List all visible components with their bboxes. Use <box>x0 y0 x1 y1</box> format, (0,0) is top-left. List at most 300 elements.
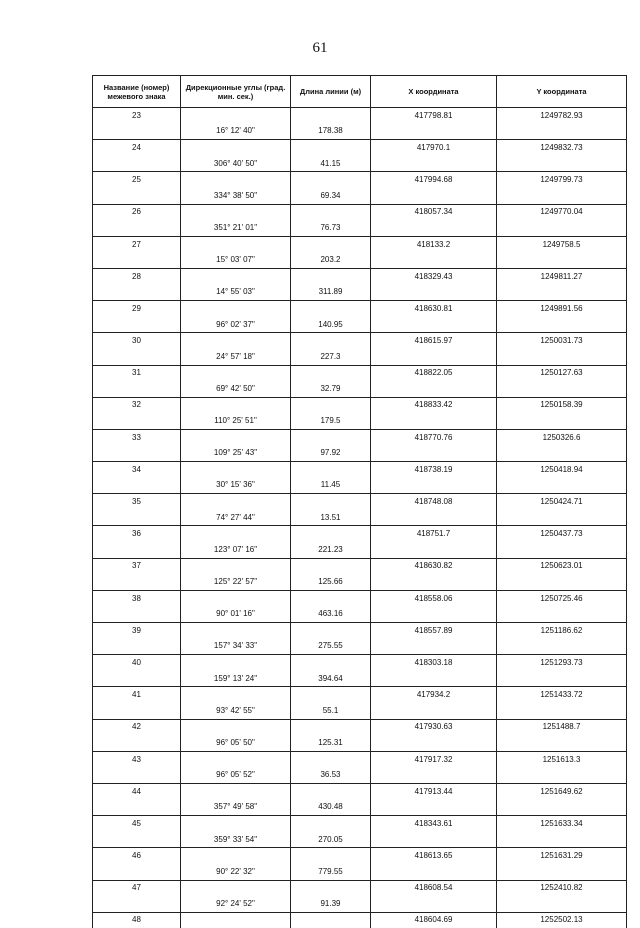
point-name-cell: 48 <box>93 912 181 928</box>
y-coordinate-cell: 1249891.56 <box>497 301 627 317</box>
segment-row <box>93 767 627 783</box>
x-coordinate-cell: 418343.61 <box>371 816 497 832</box>
empty-cell <box>371 639 497 655</box>
direction-angle-cell: 306° 40' 50" <box>181 156 291 172</box>
point-row <box>93 558 627 574</box>
y-coordinate-cell: 1250437.73 <box>497 526 627 542</box>
segment-row <box>93 574 627 590</box>
point-row <box>93 912 627 928</box>
segment-row <box>93 735 627 751</box>
empty-cell <box>371 800 497 816</box>
point-row <box>93 333 627 349</box>
y-coordinate-cell: 1249832.73 <box>497 140 627 156</box>
y-coordinate-cell: 1250127.63 <box>497 365 627 381</box>
x-coordinate-cell: 418604.69 <box>371 912 497 928</box>
x-coordinate-cell: 417970.1 <box>371 140 497 156</box>
point-row <box>93 494 627 510</box>
empty-cell <box>371 671 497 687</box>
x-coordinate-cell: 418329.43 <box>371 268 497 284</box>
empty-cell <box>497 832 627 848</box>
empty-cell <box>497 349 627 365</box>
line-length-cell: 178.38 <box>291 124 371 140</box>
empty-cell <box>291 333 371 349</box>
empty-cell <box>371 767 497 783</box>
empty-cell <box>93 574 181 590</box>
line-length-cell: 311.89 <box>291 285 371 301</box>
point-row <box>93 462 627 478</box>
empty-cell <box>181 236 291 252</box>
y-coordinate-cell: 1252502.13 <box>497 912 627 928</box>
empty-cell <box>497 896 627 912</box>
direction-angle-cell: 24° 57' 18" <box>181 349 291 365</box>
line-length-cell: 270.05 <box>291 832 371 848</box>
point-row <box>93 655 627 671</box>
y-coordinate-cell: 1250031.73 <box>497 333 627 349</box>
point-row <box>93 172 627 188</box>
empty-cell <box>181 365 291 381</box>
point-name-cell: 38 <box>93 590 181 606</box>
empty-cell <box>93 413 181 429</box>
empty-cell <box>497 188 627 204</box>
point-row <box>93 204 627 220</box>
direction-angle-cell: 96° 05' 50" <box>181 735 291 751</box>
empty-cell <box>181 880 291 896</box>
y-coordinate-cell: 1250424.71 <box>497 494 627 510</box>
empty-cell <box>181 590 291 606</box>
point-row <box>93 848 627 864</box>
point-row <box>93 301 627 317</box>
empty-cell <box>181 751 291 767</box>
empty-cell <box>93 735 181 751</box>
y-coordinate-cell: 1249770.04 <box>497 204 627 220</box>
empty-cell <box>497 574 627 590</box>
line-length-cell: 463.16 <box>291 606 371 622</box>
empty-cell <box>181 172 291 188</box>
point-name-cell: 33 <box>93 429 181 445</box>
empty-cell <box>291 816 371 832</box>
empty-cell <box>93 639 181 655</box>
empty-cell <box>371 124 497 140</box>
header-line-length: Длина линии (м) <box>291 76 371 108</box>
point-name-cell: 31 <box>93 365 181 381</box>
x-coordinate-cell: 418738.19 <box>371 462 497 478</box>
point-row <box>93 236 627 252</box>
segment-row <box>93 252 627 268</box>
empty-cell <box>181 526 291 542</box>
point-name-cell: 26 <box>93 204 181 220</box>
point-name-cell: 44 <box>93 783 181 799</box>
x-coordinate-cell: 418748.08 <box>371 494 497 510</box>
empty-cell <box>371 317 497 333</box>
y-coordinate-cell: 1250623.01 <box>497 558 627 574</box>
empty-cell <box>291 623 371 639</box>
empty-cell <box>497 317 627 333</box>
direction-angle-cell: 74° 27' 44" <box>181 510 291 526</box>
empty-cell <box>291 558 371 574</box>
empty-cell <box>93 606 181 622</box>
x-coordinate-cell: 418608.54 <box>371 880 497 896</box>
x-coordinate-cell: 418057.34 <box>371 204 497 220</box>
empty-cell <box>181 816 291 832</box>
empty-cell <box>291 301 371 317</box>
empty-cell <box>181 333 291 349</box>
empty-cell <box>371 574 497 590</box>
direction-angle-cell: 90° 01' 16" <box>181 606 291 622</box>
empty-cell <box>93 156 181 172</box>
y-coordinate-cell: 1250326.6 <box>497 429 627 445</box>
empty-cell <box>291 204 371 220</box>
segment-row <box>93 703 627 719</box>
empty-cell <box>371 896 497 912</box>
empty-cell <box>93 124 181 140</box>
direction-angle-cell: 96° 05' 52" <box>181 767 291 783</box>
line-length-cell: 203.2 <box>291 252 371 268</box>
line-length-cell: 55.1 <box>291 703 371 719</box>
empty-cell <box>93 381 181 397</box>
empty-cell <box>291 848 371 864</box>
point-row <box>93 687 627 703</box>
empty-cell <box>371 735 497 751</box>
empty-cell <box>291 236 371 252</box>
x-coordinate-cell: 417994.68 <box>371 172 497 188</box>
empty-cell <box>181 268 291 284</box>
direction-angle-cell: 15° 03' 07" <box>181 252 291 268</box>
empty-cell <box>93 445 181 461</box>
point-row <box>93 880 627 896</box>
header-y-coordinate: Y координата <box>497 76 627 108</box>
empty-cell <box>371 445 497 461</box>
line-length-cell: 11.45 <box>291 478 371 494</box>
empty-cell <box>291 397 371 413</box>
empty-cell <box>93 188 181 204</box>
point-name-cell: 32 <box>93 397 181 413</box>
empty-cell <box>181 140 291 156</box>
empty-cell <box>181 558 291 574</box>
empty-cell <box>93 896 181 912</box>
y-coordinate-cell: 1251433.72 <box>497 687 627 703</box>
empty-cell <box>371 864 497 880</box>
empty-cell <box>497 800 627 816</box>
y-coordinate-cell: 1249758.5 <box>497 236 627 252</box>
y-coordinate-cell: 1251649.62 <box>497 783 627 799</box>
direction-angle-cell: 357° 49' 58" <box>181 800 291 816</box>
segment-row <box>93 220 627 236</box>
direction-angle-cell: 96° 02' 37" <box>181 317 291 333</box>
x-coordinate-cell: 418770.76 <box>371 429 497 445</box>
empty-cell <box>497 285 627 301</box>
line-length-cell: 227.3 <box>291 349 371 365</box>
segment-row <box>93 285 627 301</box>
empty-cell <box>497 510 627 526</box>
y-coordinate-cell: 1249782.93 <box>497 108 627 124</box>
point-name-cell: 23 <box>93 108 181 124</box>
segment-row <box>93 124 627 140</box>
direction-angle-cell: 123° 07' 16" <box>181 542 291 558</box>
line-length-cell: 36.53 <box>291 767 371 783</box>
boundary-coordinates-table <box>92 75 627 928</box>
y-coordinate-cell: 1251633.34 <box>497 816 627 832</box>
empty-cell <box>371 220 497 236</box>
direction-angle-cell: 110° 25' 51" <box>181 413 291 429</box>
direction-angle-cell: 93° 42' 55" <box>181 703 291 719</box>
point-name-cell: 40 <box>93 655 181 671</box>
empty-cell <box>371 381 497 397</box>
header-point-name: Название (номер) межевого знака <box>93 76 181 108</box>
empty-cell <box>93 349 181 365</box>
direction-angle-cell: 157° 34' 33" <box>181 639 291 655</box>
point-row <box>93 751 627 767</box>
point-name-cell: 25 <box>93 172 181 188</box>
x-coordinate-cell: 418558.06 <box>371 590 497 606</box>
empty-cell <box>497 767 627 783</box>
x-coordinate-cell: 418751.7 <box>371 526 497 542</box>
line-length-cell: 97.92 <box>291 445 371 461</box>
table-body <box>93 108 627 928</box>
line-length-cell: 76.73 <box>291 220 371 236</box>
empty-cell <box>497 156 627 172</box>
point-row <box>93 623 627 639</box>
x-coordinate-cell: 418557.89 <box>371 623 497 639</box>
point-name-cell: 35 <box>93 494 181 510</box>
segment-row <box>93 542 627 558</box>
empty-cell <box>497 445 627 461</box>
line-length-cell: 125.31 <box>291 735 371 751</box>
line-length-cell: 430.48 <box>291 800 371 816</box>
segment-row <box>93 606 627 622</box>
point-name-cell: 34 <box>93 462 181 478</box>
empty-cell <box>291 655 371 671</box>
point-row <box>93 719 627 735</box>
direction-angle-cell: 109° 25' 43" <box>181 445 291 461</box>
direction-angle-cell: 30° 15' 36" <box>181 478 291 494</box>
empty-cell <box>371 510 497 526</box>
empty-cell <box>93 285 181 301</box>
segment-row <box>93 381 627 397</box>
x-coordinate-cell: 418133.2 <box>371 236 497 252</box>
empty-cell <box>93 478 181 494</box>
line-length-cell: 221.23 <box>291 542 371 558</box>
point-name-cell: 43 <box>93 751 181 767</box>
empty-cell <box>497 124 627 140</box>
empty-cell <box>291 687 371 703</box>
empty-cell <box>371 606 497 622</box>
y-coordinate-cell: 1250418.94 <box>497 462 627 478</box>
empty-cell <box>291 365 371 381</box>
y-coordinate-cell: 1252410.82 <box>497 880 627 896</box>
empty-cell <box>291 462 371 478</box>
y-coordinate-cell: 1249799.73 <box>497 172 627 188</box>
x-coordinate-cell: 418630.82 <box>371 558 497 574</box>
point-name-cell: 27 <box>93 236 181 252</box>
empty-cell <box>497 639 627 655</box>
empty-cell <box>497 735 627 751</box>
empty-cell <box>181 204 291 220</box>
empty-cell <box>371 156 497 172</box>
empty-cell <box>291 268 371 284</box>
direction-angle-cell: 125° 22' 57" <box>181 574 291 590</box>
x-coordinate-cell: 417798.81 <box>371 108 497 124</box>
direction-angle-cell: 359° 33' 54" <box>181 832 291 848</box>
empty-cell <box>181 655 291 671</box>
x-coordinate-cell: 417917.32 <box>371 751 497 767</box>
point-row <box>93 397 627 413</box>
segment-row <box>93 832 627 848</box>
x-coordinate-cell: 418303.18 <box>371 655 497 671</box>
point-name-cell: 30 <box>93 333 181 349</box>
y-coordinate-cell: 1251488.7 <box>497 719 627 735</box>
empty-cell <box>93 317 181 333</box>
segment-row <box>93 671 627 687</box>
y-coordinate-cell: 1251293.73 <box>497 655 627 671</box>
empty-cell <box>497 252 627 268</box>
segment-row <box>93 413 627 429</box>
y-coordinate-cell: 1251186.62 <box>497 623 627 639</box>
x-coordinate-cell: 418630.81 <box>371 301 497 317</box>
line-length-cell: 41.15 <box>291 156 371 172</box>
line-length-cell: 275.55 <box>291 639 371 655</box>
line-length-cell: 140.95 <box>291 317 371 333</box>
empty-cell <box>181 848 291 864</box>
x-coordinate-cell: 417930.63 <box>371 719 497 735</box>
point-row <box>93 365 627 381</box>
empty-cell <box>371 703 497 719</box>
segment-row <box>93 317 627 333</box>
point-name-cell: 28 <box>93 268 181 284</box>
x-coordinate-cell: 418833.42 <box>371 397 497 413</box>
empty-cell <box>371 542 497 558</box>
line-length-cell: 125.66 <box>291 574 371 590</box>
empty-cell <box>93 510 181 526</box>
x-coordinate-cell: 418615.97 <box>371 333 497 349</box>
line-length-cell: 32.79 <box>291 381 371 397</box>
empty-cell <box>497 413 627 429</box>
point-name-cell: 37 <box>93 558 181 574</box>
direction-angle-cell: 334° 38' 50" <box>181 188 291 204</box>
empty-cell <box>291 140 371 156</box>
point-name-cell: 24 <box>93 140 181 156</box>
header-x-coordinate: X координата <box>371 76 497 108</box>
line-length-cell: 179.5 <box>291 413 371 429</box>
point-row <box>93 268 627 284</box>
empty-cell <box>181 783 291 799</box>
empty-cell <box>93 220 181 236</box>
direction-angle-cell: 90° 22' 32" <box>181 864 291 880</box>
empty-cell <box>371 413 497 429</box>
empty-cell <box>181 429 291 445</box>
point-name-cell: 29 <box>93 301 181 317</box>
y-coordinate-cell: 1250725.46 <box>497 590 627 606</box>
point-row <box>93 783 627 799</box>
empty-cell <box>371 252 497 268</box>
empty-cell <box>497 220 627 236</box>
empty-cell <box>181 494 291 510</box>
point-name-cell: 41 <box>93 687 181 703</box>
point-row <box>93 590 627 606</box>
empty-cell <box>371 349 497 365</box>
segment-row <box>93 800 627 816</box>
empty-cell <box>93 864 181 880</box>
x-coordinate-cell: 418822.05 <box>371 365 497 381</box>
point-row <box>93 140 627 156</box>
empty-cell <box>93 252 181 268</box>
empty-cell <box>93 800 181 816</box>
empty-cell <box>93 542 181 558</box>
point-name-cell: 46 <box>93 848 181 864</box>
empty-cell <box>93 671 181 687</box>
empty-cell <box>291 108 371 124</box>
empty-cell <box>181 301 291 317</box>
empty-cell <box>181 623 291 639</box>
empty-cell <box>181 108 291 124</box>
line-length-cell: 69.34 <box>291 188 371 204</box>
empty-cell <box>93 832 181 848</box>
empty-cell <box>497 542 627 558</box>
x-coordinate-cell: 418613.65 <box>371 848 497 864</box>
point-row <box>93 526 627 542</box>
segment-row <box>93 510 627 526</box>
empty-cell <box>291 751 371 767</box>
line-length-cell: 779.55 <box>291 864 371 880</box>
empty-cell <box>291 429 371 445</box>
segment-row <box>93 445 627 461</box>
point-name-cell: 42 <box>93 719 181 735</box>
point-name-cell: 47 <box>93 880 181 896</box>
empty-cell <box>497 606 627 622</box>
x-coordinate-cell: 417913.44 <box>371 783 497 799</box>
line-length-cell: 394.64 <box>291 671 371 687</box>
empty-cell <box>371 188 497 204</box>
table-header-row <box>93 76 627 108</box>
empty-cell <box>181 462 291 478</box>
y-coordinate-cell: 1250158.39 <box>497 397 627 413</box>
line-length-cell: 91.39 <box>291 896 371 912</box>
header-direction-angle: Дирекционные углы (град. мин. сек.) <box>181 76 291 108</box>
direction-angle-cell: 159° 13' 24" <box>181 671 291 687</box>
point-row <box>93 108 627 124</box>
segment-row <box>93 188 627 204</box>
direction-angle-cell: 69° 42' 50" <box>181 381 291 397</box>
empty-cell <box>181 719 291 735</box>
direction-angle-cell: 351° 21' 01" <box>181 220 291 236</box>
empty-cell <box>291 590 371 606</box>
segment-row <box>93 156 627 172</box>
empty-cell <box>181 912 291 928</box>
empty-cell <box>371 478 497 494</box>
y-coordinate-cell: 1249811.27 <box>497 268 627 284</box>
segment-row <box>93 349 627 365</box>
y-coordinate-cell: 1251631.29 <box>497 848 627 864</box>
direction-angle-cell: 92° 24' 52" <box>181 896 291 912</box>
segment-row <box>93 639 627 655</box>
segment-row <box>93 896 627 912</box>
point-name-cell: 39 <box>93 623 181 639</box>
empty-cell <box>181 397 291 413</box>
x-coordinate-cell: 417934.2 <box>371 687 497 703</box>
y-coordinate-cell: 1251613.3 <box>497 751 627 767</box>
empty-cell <box>291 172 371 188</box>
empty-cell <box>291 880 371 896</box>
empty-cell <box>291 719 371 735</box>
direction-angle-cell: 14° 55' 03" <box>181 285 291 301</box>
empty-cell <box>291 494 371 510</box>
empty-cell <box>181 687 291 703</box>
empty-cell <box>497 381 627 397</box>
point-name-cell: 36 <box>93 526 181 542</box>
empty-cell <box>291 526 371 542</box>
line-length-cell: 13.51 <box>291 510 371 526</box>
empty-cell <box>497 671 627 687</box>
direction-angle-cell: 16° 12' 40" <box>181 124 291 140</box>
